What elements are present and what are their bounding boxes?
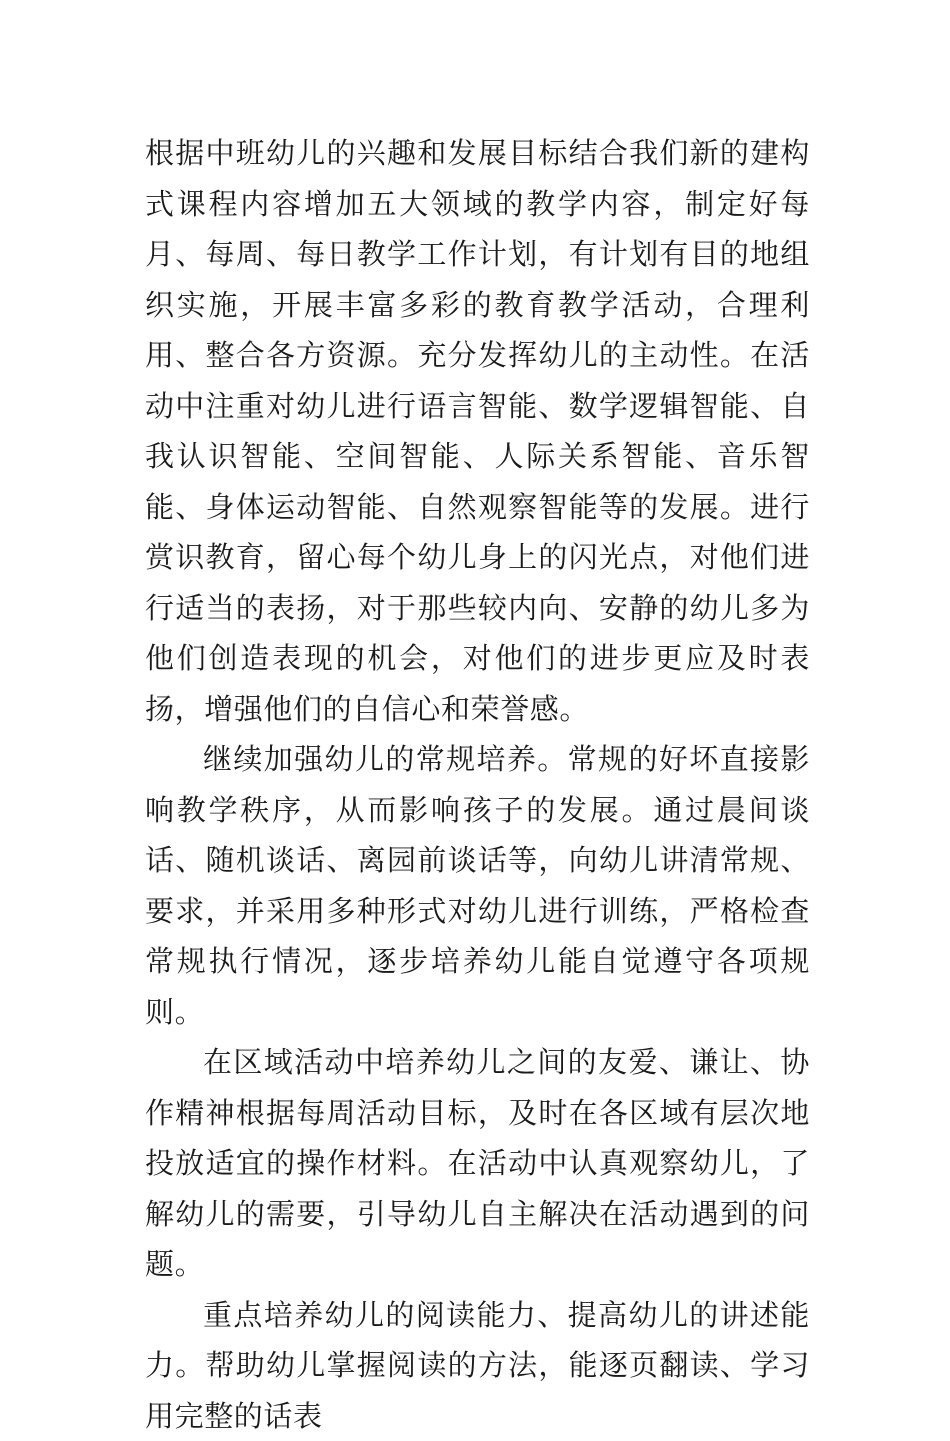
document-body xyxy=(145,128,810,1441)
paragraph-2: 继续加强幼儿的常规培养。常规的好坏直接影响教学秩序，从而影响孩子的发展。通过晨间谈话、随机谈话、离园前谈话等，向幼儿讲清常规、要求，并采用多种形式对幼儿进行训练，严格检查常规执行情况，逐步培养幼儿能自觉遵守各项规则。 xyxy=(145,734,810,1037)
paragraph-3: 在区域活动中培养幼儿之间的友爱、谦让、协作精神根据每周活动目标，及时在各区域有层次地投放适宜的操作材料。在活动中认真观察幼儿，了解幼儿的需要，引导幼儿自主解决在活动遇到的问题。 xyxy=(145,1037,810,1290)
paragraph-1: 根据中班幼儿的兴趣和发展目标结合我们新的建构式课程内容增加五大领域的教学内容，制定好每月、每周、每日教学工作计划，有计划有目的地组织实施，开展丰富多彩的教育教学活动，合理利用、整合各方资源。充分发挥幼儿的主动性。在活动中注重对幼儿进行语言智能、数学逻辑智能、自我认识智能、空间智能、人际关系智能、音乐智能、身体运动智能、自然观察智能等的发展。进行赏识教育，留心每个幼儿身上的闪光点，对他们进行适当的表扬，对于那些较内向、安静的幼儿多为他们创造表现的机会，对他们的进步更应及时表扬，增强他们的自信心和荣誉感。 xyxy=(145,128,810,734)
paragraph-4: 重点培养幼儿的阅读能力、提高幼儿的讲述能力。帮助幼儿掌握阅读的方法，能逐页翻读、学习用完整的话表 xyxy=(145,1290,810,1441)
